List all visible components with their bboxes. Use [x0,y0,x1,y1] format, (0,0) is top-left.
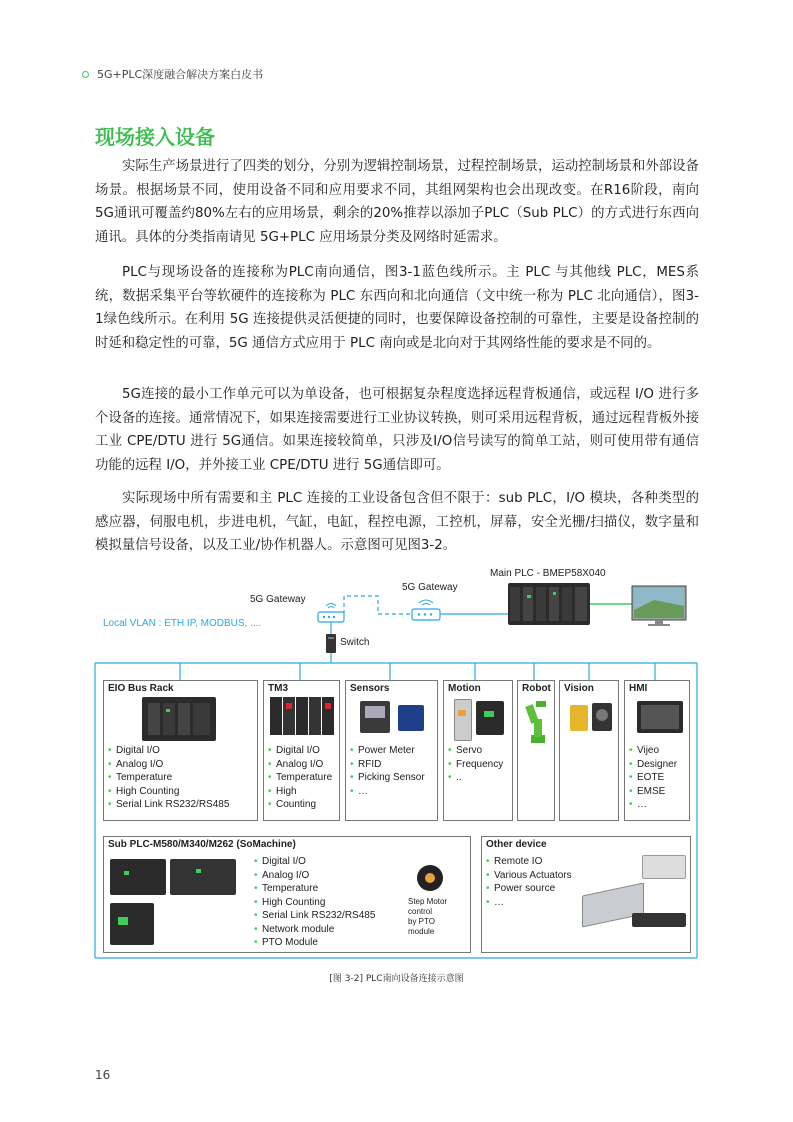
sensors-item: • Picking Sensor [350,771,425,785]
hmi-item: • Designer [629,758,677,772]
tm3-modules-icon [270,697,334,737]
gateway-right-icon [412,600,440,620]
running-header [82,66,263,82]
sub-plc-item: • High Counting [254,896,375,910]
other-device-item: • … [486,896,572,910]
step-motor-label-line: module [408,927,435,936]
sensors-item: • … [350,785,425,799]
monitor-icon [632,586,686,626]
hmi-panel-icon [637,701,683,733]
robot-box [517,680,555,821]
main-plc-label: Main PLC - BMEP58X040 [490,568,606,579]
step-motor-label-line: by PTO [408,917,435,926]
tm3-item: • Counting [268,798,332,812]
motion-title: Motion [448,683,481,694]
other-device-item: • Remote IO [486,855,572,869]
sensors-box [345,680,438,821]
sub-plc-m580-icon [110,859,166,895]
sub-plc-item: • PTO Module [254,936,375,950]
frequency-drive-icon [476,701,504,735]
rfid-icon [398,705,424,731]
motion-item: • Frequency [448,758,503,772]
sensors-title: Sensors [350,683,390,694]
sensors-item: • RFID [350,758,425,772]
section-title: 现场接入设备 [95,125,215,149]
motion-box [443,680,513,821]
vision-sensor-icon [570,705,588,731]
step-motor-label-line: control [408,907,433,916]
vision-title: Vision [564,683,594,694]
sub-plc-item: • Digital I/O [254,855,375,869]
step-motor-label [408,897,447,937]
servo-drive-icon [454,699,472,741]
robot-title: Robot [522,683,551,694]
paragraph-4: 实际现场中所有需要和主 PLC 连接的工业设备包含但不限于：sub PLC，I/O 模块，各种类型的感应器，伺服电机，步进电机，气缸，电缸，程控电源，工控机，屏幕，安全光栅/扫描仪，数字量和模拟量信号设备，以及工业/协作机器人。示意图可见图3-2。 [95,491,699,553]
main-plc-icon [508,583,590,625]
header-title: 5G+PLC深度融合解决方案白皮书 [97,68,264,81]
sub-plc-item: • Analog I/O [254,869,375,883]
hmi-box [624,680,690,821]
figure-caption: [图 3-2] PLC南向设备连接示意图 [329,974,464,984]
motion-item: • Servo [448,744,503,758]
paragraph-1: 实际生产场景进行了四类的划分，分别为逻辑控制场景，过程控制场景，运动控制场景和外部设备场景。根据场景不同，使用设备不同和应用要求不同，其组网架构也会出现改变。在R16阶段，南向5G通讯可覆盖约80%左右的应用场景，剩余的20%推荐以添加子PLC（Sub PLC）的方式进行东西向通讯。具体的分类指南请见 5G+PLC 应用场景分类及网络时延需求。 [95,159,699,245]
hmi-item: • Vijeo [629,744,677,758]
tm3-item: • Temperature [268,771,332,785]
paragraph-3: 5G连接的最小工作单元可以为单设备，也可根据复杂程度选择远程背板通信，或远程 I/O 进行多个设备的连接。通常情况下，如果连接需要进行工业协议转换，则可采用远程背板，通过远程背板外接工业 CPE/DTU 进行 5G通信。如果连接较简单，只涉及I/O信号读写的简单工站，则可使用带有通信功能的远程 I/O，并外接工业 CPE/DTU 进行 5G通信即可。 [95,387,699,473]
sub-plc-item: • Serial Link RS232/RS485 [254,909,375,923]
step-motor-icon [417,865,443,891]
switch-icon [326,634,336,653]
sensors-item: • Power Meter [350,744,425,758]
hmi-item: • EOTE [629,771,677,785]
eio-rack-icon [142,697,216,741]
eio-item: • Digital I/O [108,744,229,758]
sub-plc-box [103,836,471,953]
sub-plc-m340-icon [170,859,236,895]
robot-arm-icon [524,699,550,745]
eio-item: • Temperature [108,771,229,785]
switch-label: Switch [340,637,370,648]
eio-item: • High Counting [108,785,229,799]
power-source-icon [642,855,686,879]
other-device-item: • Various Actuators [486,869,572,883]
tm3-title: TM3 [268,683,288,694]
vlan-label: Local VLAN : ETH IP, MODBUS, .... [103,618,262,629]
hmi-title: HMI [629,683,648,694]
eio-item: • Analog I/O [108,758,229,772]
page-number: 16 [95,1068,111,1082]
other-device-box [481,836,691,953]
tm3-item: • Analog I/O [268,758,332,772]
eio-item: • Serial Link RS232/RS485 [108,798,229,812]
eio-title: EIO Bus Rack [108,683,174,694]
hmi-item: • EMSE [629,785,677,799]
gateway-left-icon [318,604,344,623]
bullet-circle-icon [82,71,89,78]
other-device-item: • Power source [486,882,572,896]
sub-plc-title: Sub PLC-M580/M340/M262 (SoMachine) [108,839,296,850]
tm3-item: • Digital I/O [268,744,332,758]
motion-item: • .. [448,771,503,785]
paragraph-2: PLC与现场设备的连接称为PLC南向通信，图3-1蓝色线所示。主 PLC 与其他线 PLC，MES系统，数据采集平台等软硬件的连接称为 PLC 东西向和北向通信（文中统一称为 PLC 北向通信），图3-1绿色线所示。在利用 5G 连接提供灵活便捷的同时，也要保障设备控制的可靠性，主要是设备控制的时延和稳定性的可靠，5G 通信方式应用于 PLC 南向或是北向对于其网络性能的要求是不同的。 [95,265,699,351]
eio-bus-rack-box [103,680,258,821]
camera-icon [592,703,612,731]
gateway-right-label: 5G Gateway [402,582,458,593]
sub-plc-m262-icon [110,903,154,945]
sub-plc-item: • Network module [254,923,375,937]
tm3-item: • High [268,785,332,799]
tm3-box [263,680,340,821]
other-device-title: Other device [486,839,547,850]
step-motor-label-line: Step Motor [408,897,448,906]
power-meter-icon [360,701,390,733]
sub-plc-item: • Temperature [254,882,375,896]
vision-box [559,680,619,821]
hmi-item: • … [629,798,677,812]
remote-io-icon [632,913,686,927]
gateway-left-label: 5G Gateway [250,594,306,605]
